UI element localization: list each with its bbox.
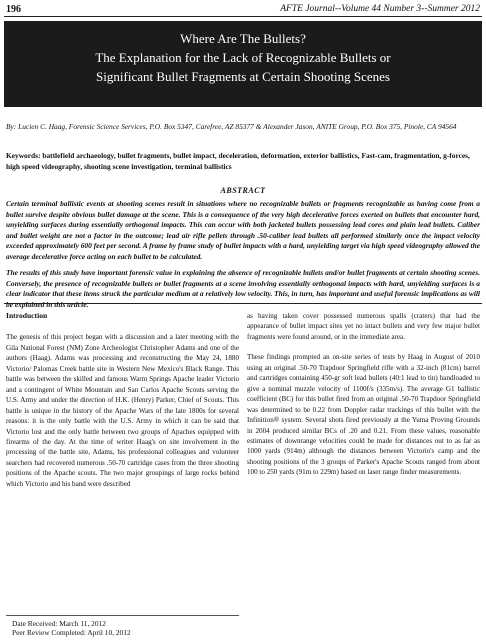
title-line-1: Where Are The Bullets? xyxy=(180,31,306,46)
article-title-banner xyxy=(4,21,482,107)
running-header xyxy=(4,4,482,16)
title-line-3: Significant Bullet Fragments at Certain Shooting Scenes xyxy=(96,69,390,84)
abstract-heading: ABSTRACT xyxy=(220,186,266,195)
page-number: 196 xyxy=(6,4,21,15)
introduction-heading: Introduction xyxy=(6,311,48,320)
header-rule xyxy=(4,16,482,17)
section-rule xyxy=(4,303,482,304)
manuscript-dates xyxy=(12,619,212,637)
title-line-2: The Explanation for the Lack of Recognizable Bullets or xyxy=(95,50,391,65)
body-paragraph: as having taken cover possessed numerous spalls (craters) that had the appearance of bullet impact sites yet no intact bullets and very few major bullet fragments were found around, or in the immediate area. xyxy=(247,312,480,341)
peer-review-date: Peer Review Completed: April 10, 2012 xyxy=(12,628,131,638)
abstract-paragraph-2: The results of this study have important forensic value in explaining the absence of recognizable bullets and/or bullet fragments at certain shooting scenes. Conversely, the presence of recognizable bullets or bullet fragments at a scene involving essentially orthogonal impacts with hard, unyielding surfaces is a clear indicator that these items struck the particular medium at a relatively low velocity. This, in turn, has important and useful forensic implications as will be explained in this article. xyxy=(6,268,480,309)
footnote-rule xyxy=(6,615,239,616)
date-received: Date Received: March 11, 2012 xyxy=(12,619,106,628)
right-column xyxy=(247,311,480,488)
body-paragraph: The genesis of this project began with a discussion and a later meeting with the Gila National Forest (NM) Zone Archeologist Christopher Adams and one of the authors (Haag). Adams was processing and reconstructing the May 24, 1880 Victorio/ Palomas Creek battle site in Western New Mexico's Black Range. This battle was between the skilled and famous Warm Springs Apache leader Victorio and a contingent of White Mountain and San Carlos Apache Scouts serving the U.S. Army and under the direction of H.K. (Henry) Parker, Chief of Scouts. This battle is unique in the history of the Apache Wars of the late 1800s for several reasons: it is the only battle with the U.S. Army in which it can be said that Victorio lost and the only battle between two groups of Apaches equipped with firearms of the day. At the time of writer Haag's on site involvement in the processing of the battle site, Adams, his professional colleagues and volunteer searchers had recovered numerous .50-70 cartridge cases from the three shooting positions of the Apache scouts. The two major groupings of large rocks behind which Victorio and his band were described xyxy=(6,333,239,488)
author-affiliations: By: Lucien C. Haag, Forensic Science Services, P.O. Box 5347, Carefree, AZ 85377 & Alexander Jason, ANITE Group, P.O. Box 375, Pinole, CA 94564 xyxy=(6,122,457,131)
body-paragraph: These findings prompted an on-site series of tests by Haag in August of 2010 using an original .50-70 Trapdoor Springfield rifle with a 32-inch (81cm) barrel and cartridges containing 450-gr soft lead bullets (40:1 lead to tin) handloaded to give a nominal muzzle velocity of 1100f/s (335m/s). The average G1 ballistic coefficient (BC) for this bullet fired from an original .50-70 Trapdoor Springfield was determined to be 0.22 from Doppler radar trackings of this bullet with the Infinition® system. Several shots fired previously at the Yuma Proving Grounds in 2004 produced similar BCs of .20 and 0.21. From these values, reasonable estimates of downrange velocities could be made for distances out to as far as 1000 yards (914m) although the distances between Victorio's camp and the shooting positions of the 3 groups of Parker's Apache Scouts ranged from about 100 to 250 yards (91m to 229m) based on laser range finder measurements. xyxy=(247,353,480,477)
keywords: Keywords: battlefield archaeology, bullet fragments, bullet impact, deceleration, deformation, exterior ballistics, Fast-cam, fragmentation, g-forces, high speed videography, shooting scene investigation, terminal ballistics xyxy=(6,151,470,171)
abstract-paragraph-1: Certain terminal ballistic events at shooting scenes result in situations where no recognizable bullets or fragments recognizable as having come from a bullet survive despite obvious bullet damage at the scene. This is a consequence of the very high decelerative forces exerted on bullets that encounter hard, unyielding surfaces during essentially orthogonal impacts. This can occur with both jacketed bullets possessing lead cores and plain lead bullets. Caliber and bullet weight are not a factor in the outcome; lead air rifle pellets through .50-caliber lead bullets all performed similarly once the impact velocity exceeded approximately 600 feet per second. A frame by frame study of bullet impacts with a hard, unyielding target via high speed videography allowed the average decelerative force acting on each bullet to be calculated. xyxy=(6,199,480,261)
journal-citation: AFTE Journal--Volume 44 Number 3--Summer 2012 xyxy=(280,4,480,14)
left-column xyxy=(6,311,239,499)
